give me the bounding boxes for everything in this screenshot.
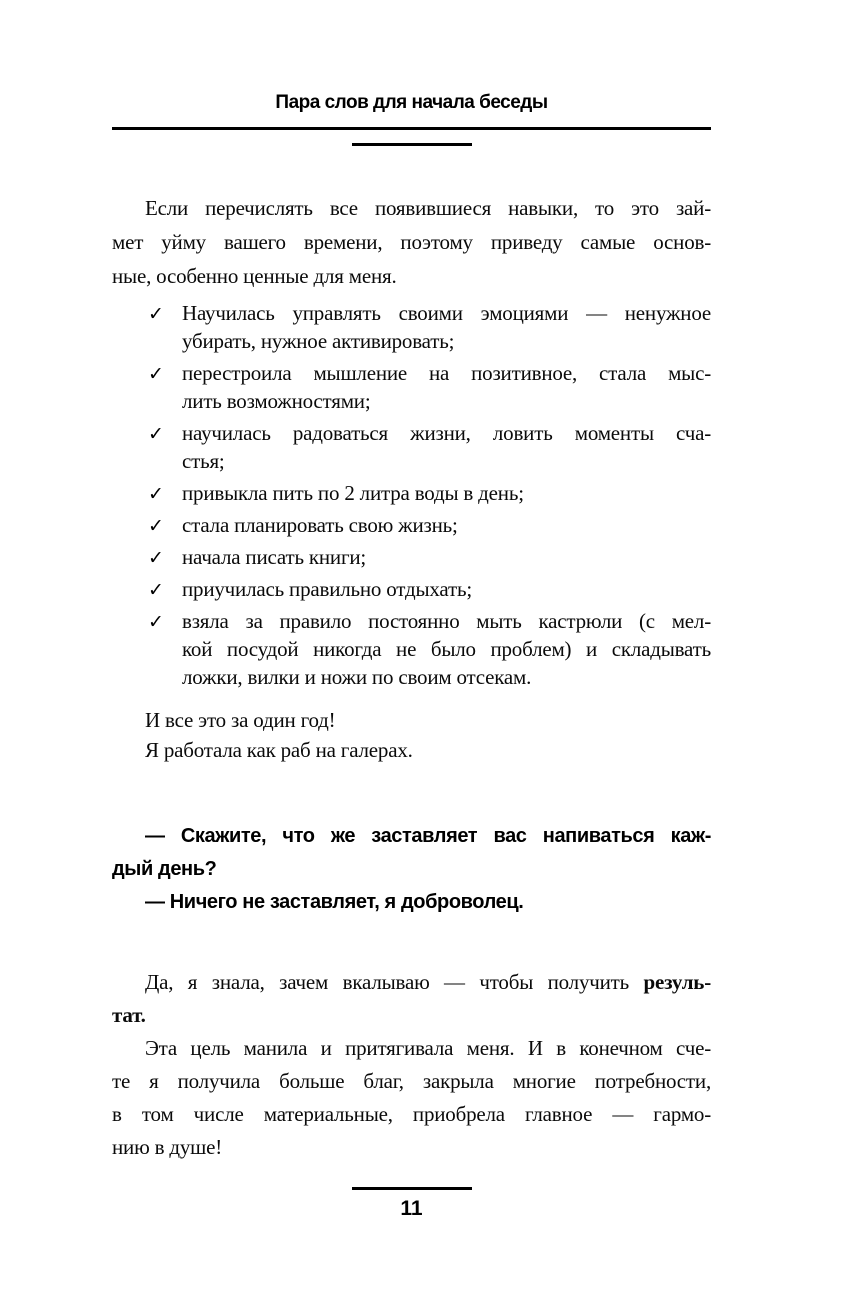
- checklist-item-text: начала писать книги;: [182, 545, 367, 569]
- quote-block: [112, 820, 711, 919]
- page-footer: [112, 1187, 711, 1221]
- checklist-item-text: привыкла пить по 2 литра воды в день;: [182, 481, 524, 505]
- checklist-item-text: приучилась правильно отдыхать;: [182, 577, 472, 601]
- checkmark-icon: ✓: [148, 516, 164, 537]
- checklist-item-text: стала планировать свою жизнь;: [182, 513, 458, 537]
- skills-checklist: [112, 299, 711, 691]
- paragraph-galleys: Я работала как раб на галерах.: [145, 738, 413, 762]
- header-rule: [112, 127, 711, 130]
- checkmark-icon: ✓: [148, 580, 164, 601]
- checklist-item: [112, 479, 711, 507]
- checkmark-icon: ✓: [148, 484, 164, 505]
- running-head: Пара слов для начала беседы: [275, 92, 548, 113]
- checklist-item: [112, 607, 711, 691]
- checklist-item-text: научилась радоваться жизни, ловить моменты сча- стья;: [182, 421, 711, 473]
- header-ornament-rule: [352, 143, 472, 146]
- quote-question: — Скажите, что же заставляет вас напиваться каж- дый день?: [112, 825, 711, 880]
- page-number: 11: [400, 1197, 423, 1220]
- checklist-item-text: перестроила мышление на позитивное, стала мыс- лить возможностями;: [182, 361, 711, 413]
- paragraph-result: Да, я знала, зачем вкалываю — чтобы получить резуль- тат.: [112, 970, 711, 1027]
- footer-rule: [352, 1187, 472, 1190]
- checkmark-icon: ✓: [148, 612, 164, 633]
- checklist-item: [112, 359, 711, 415]
- checkmark-icon: ✓: [148, 304, 164, 325]
- checklist-item-text: Научилась управлять своими эмоциями — ненужное убирать, нужное активировать;: [182, 301, 711, 353]
- paragraph-year-summary: И все это за один год!: [145, 708, 336, 732]
- paragraph-intro: Если перечислять все появившиеся навыки, то это зай- мет уйму вашего времени, поэтому приведу самые основ- ные, особенно ценные для меня.: [112, 196, 711, 288]
- checkmark-icon: ✓: [148, 424, 164, 445]
- checklist-item: [112, 511, 711, 539]
- checklist-item: [112, 543, 711, 571]
- paragraph-goal: Эта цель манила и притягивала меня. И в конечном сче- те я получила больше благ, закрыла многие потребности, в том числе материальные, приобрела главное — гармо- нию в душе!: [112, 1036, 711, 1159]
- checklist-item: [112, 299, 711, 355]
- quote-answer: — Ничего не заставляет, я доброволец.: [145, 891, 524, 913]
- checkmark-icon: ✓: [148, 548, 164, 569]
- checklist-item-text: взяла за правило постоянно мыть кастрюли (с мел- кой посудой никогда не было проблем) и складывать ложки, вилки и ножи по своим отсекам.: [182, 609, 711, 689]
- page-content-column: [112, 0, 711, 1164]
- checklist-item: [112, 575, 711, 603]
- checklist-item: [112, 419, 711, 475]
- checkmark-icon: ✓: [148, 364, 164, 385]
